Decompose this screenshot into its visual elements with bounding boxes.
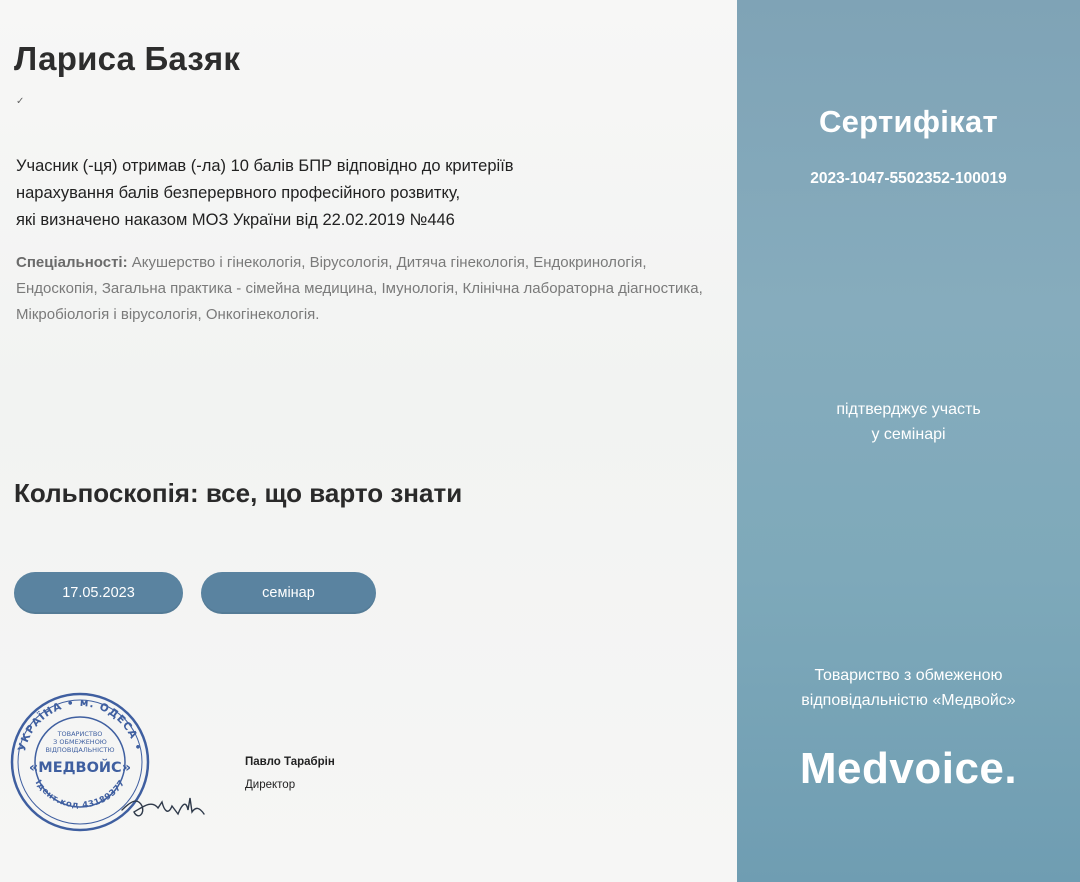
organization-line: відповідальністю «Медвойс» (801, 692, 1016, 709)
description-line: які визначено наказом МОЗ України від 22.02.2019 №446 (16, 211, 455, 229)
organization-line: Товариство з обмеженою (814, 667, 1003, 684)
organization-name (737, 663, 1080, 713)
stamp-bottom-text: Ідент.код 43189377 (32, 778, 128, 811)
specialties-block (16, 250, 716, 328)
points-description (16, 153, 636, 234)
certificate-title: Сертифікат (818, 104, 999, 139)
svg-text:Ідент.код 43189377 (33, 778, 128, 811)
certificate-right-panel (737, 0, 1080, 882)
certificate-number: 2023-1047-5502352-100019 (810, 170, 1007, 187)
director-signature (118, 770, 208, 830)
participation-confirmation (737, 397, 1080, 447)
specialties-label: Спеціальності: (16, 254, 128, 271)
stamp-inner-text: ВІДПОВІДАЛЬНІСТЮ (45, 746, 115, 754)
seminar-title: Кольпоскопія: все, що варто знати (14, 478, 463, 508)
medvoice-logo: Medvoice. (799, 744, 1018, 793)
description-line: нарахування балів безперервного професійного розвитку, (16, 184, 461, 202)
stamp-inner-text: ТОВАРИСТВО (57, 730, 103, 738)
stamp-center-text: «МЕДВОЙС» (28, 760, 132, 776)
participant-name: Лариса Базяк (14, 40, 241, 77)
confirmation-line: підтверджує участь (836, 401, 981, 418)
stamp-inner-text: З ОБМЕЖЕНОЮ (53, 738, 107, 746)
signer-name: Павло Тарабрін (245, 756, 335, 768)
signer-role: Директор (245, 779, 296, 791)
event-type-badge: семінар (201, 572, 376, 614)
description-line: Учасник (-ця) отримав (-ла) 10 балів БПР відповідно до критеріїв (16, 157, 514, 175)
date-badge: 17.05.2023 (14, 572, 183, 614)
confirmation-line: у семінарі (871, 426, 946, 443)
check-mark: ✓ (16, 96, 25, 107)
stamp-outer-text: УКРАЇНА • м. ОДЕСА • (16, 696, 144, 753)
specialties-list: Акушерство і гінекологія, Вірусологія, Дитяча гінекологія, Ендокринологія, Ендоскопія, Загальна практика - сімейна медицина, Імунологія, Клінічна лабораторна діагностика, Мікробіологія і вірусологія, Онкогінекологія. (16, 254, 703, 323)
